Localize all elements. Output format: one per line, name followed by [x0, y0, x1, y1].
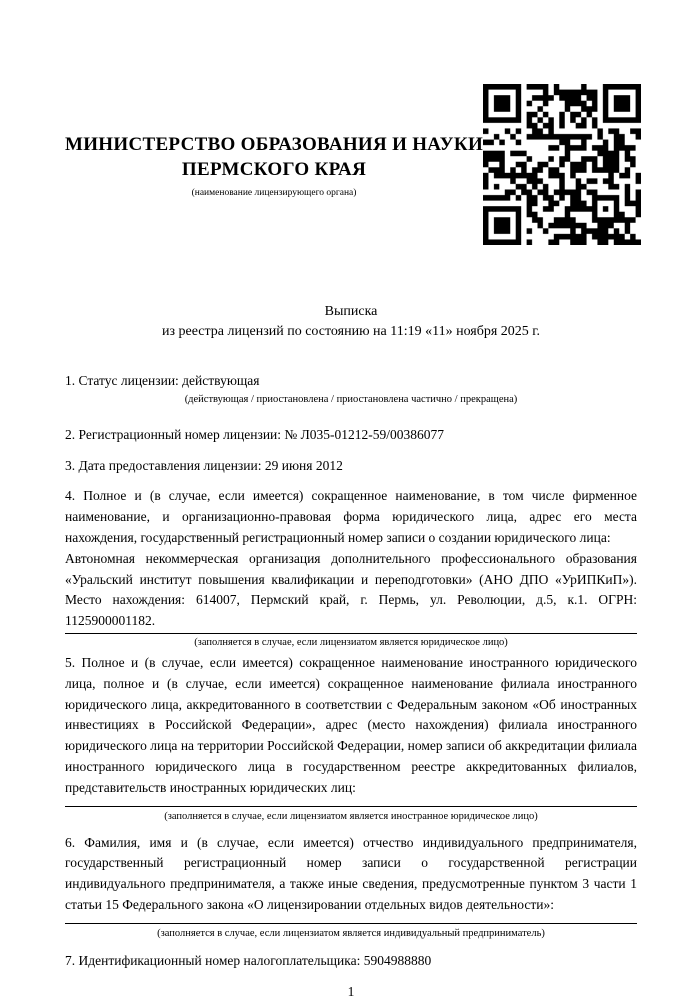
- authority-name-line2: ПЕРМСКОГО КРАЯ: [181, 159, 367, 180]
- item-3-grant-date: 3. Дата предоставления лицензии: 29 июня 2012: [65, 457, 343, 473]
- item-6-entrepreneur-heading: 6. Фамилия, имя и (в случае, если имеется) отчество индивидуального предпринимателя, государственный регистрационный номер записи о государственной регистрации индивидуального предпринимателя, а также иные сведения, предусмотренные пунктом 3 части 1 статьи 15 Федерального закона «О лицензировании отдельных видов деятельности»:: [65, 834, 637, 912]
- item-5-caption: (заполняется в случае, если лицензиатом является иностранное юридическое лицо): [164, 810, 538, 822]
- item-4-caption: (заполняется в случае, если лицензиатом является юридическое лицо): [194, 636, 508, 648]
- item-6-caption: (заполняется в случае, если лицензиатом является индивидуальный предприниматель): [157, 927, 545, 939]
- qr-code: [483, 84, 641, 245]
- issuing-authority-block: [65, 84, 483, 199]
- item-7-taxpayer-number: 7. Идентификационный номер налогоплательщика: 5904988880: [65, 952, 432, 968]
- authority-name-line1: МИНИСТЕРСТВО ОБРАЗОВАНИЯ И НАУКИ: [65, 134, 484, 155]
- item-5-foreign-entity-heading: 5. Полное и (в случае, если имеется) сокращенное наименование иностранного юридического лица, полное и (в случае, если имеется) сокращенное наименование филиала иностранного юридического лица, аккредитованного в соответствии с Федеральным законом «Об иностранных инвестициях в Российской Федерации», адрес (место нахождения) филиала иностранного юридического лица на территории Российской Федерации, номер записи об аккредитации филиала иностранного юридического лица в государственном реестре аккредитованных филиалов, представительств иностранных юридических лиц:: [65, 654, 637, 795]
- item-6-fill-line: [65, 923, 637, 924]
- item-4-legal-entity-value: Автономная некоммерческая организация дополнительного профессионального образования «Уральский институт повышения квалификации и переподготовки» (АНО ДПО «УрИПКиП»). Место нахождения: 614007, Пермский край, г. Пермь, ул. Революции, д.5, к.1. ОГРН: 1125900001182.: [65, 550, 637, 629]
- item-1-caption: (действующая / приостановлена / приостановлена частично / прекращена): [184, 393, 518, 405]
- page-number: 1: [347, 983, 355, 999]
- document-title: Выписка: [324, 304, 378, 319]
- item-2-registration-number: 2. Регистрационный номер лицензии: № Л035-01212-59/00386077: [65, 426, 445, 442]
- document-title-block: [65, 302, 637, 341]
- item-4-legal-entity-heading: 4. Полное и (в случае, если имеется) сокращенное наименование, в том числе фирменное наименование, и организационно-правовая форма юридического лица, адрес его места нахождения, государственный регистрационный номер записи о создании юридического лица:: [65, 488, 637, 545]
- item-4-fill-line: [65, 633, 637, 634]
- document-header: [65, 84, 637, 246]
- item-1-license-status: 1. Статус лицензии: действующая: [65, 373, 260, 388]
- item-5-fill-line: [65, 806, 637, 807]
- authority-caption: (наименование лицензирующего органа): [191, 188, 357, 198]
- document-subtitle: из реестра лицензий по состоянию на 11:19 «11» ноября 2025 г.: [162, 323, 540, 339]
